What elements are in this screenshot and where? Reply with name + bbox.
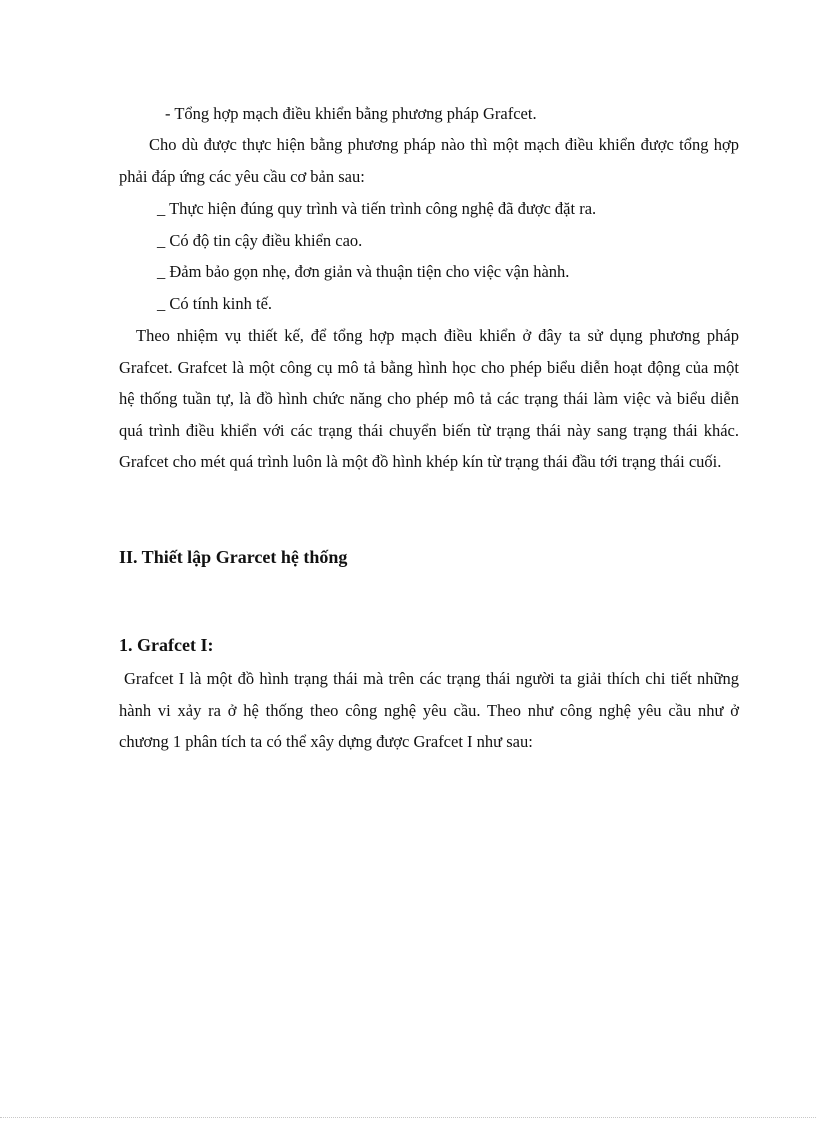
requirement-item: _ Có tính kinh tế.	[157, 294, 273, 313]
design-paragraph: Theo nhiệm vụ thiết kế, để tổng hợp mạch điều khiển ở đây ta sử dụng phương pháp Grafcet. Grafcet là một công cụ mô tả bằng hình học cho phép biểu diễn hoạt động của một hệ thống tuần tự, là đồ hình chức năng cho phép mô tả các trạng thái làm việc và biểu diễn quá trình điều khiển với các trạng thái chuyển biến từ trạng thái này sang trạng thái khác. Grafcet cho mét quá trình luôn là một đồ hình khép kín từ trạng thái đầu tới trạng thái cuối.	[119, 326, 739, 472]
intro-paragraph: Cho dù được thực hiện bằng phương pháp nào thì một mạch điều khiển được tổng hợp phải đáp ứng các yêu cầu cơ bản sau:	[119, 135, 739, 186]
subsection-heading: 1. Grafcet I:	[119, 635, 214, 655]
grafcet-paragraph: Grafcet I là một đồ hình trạng thái mà trên các trạng thái người ta giải thích chi tiết những hành vi xảy ra ở hệ thống theo công nghệ yêu cầu. Theo như công nghệ yêu cầu như ở chương 1 phân tích ta có thể xây dựng được Grafcet I như sau:	[119, 669, 739, 752]
intro-bullet: - Tổng hợp mạch điều khiển bằng phương pháp Grafcet.	[165, 104, 537, 123]
section-heading: II. Thiết lập Grarcet hệ thống	[119, 547, 348, 567]
page-bottom-divider	[0, 1117, 816, 1118]
requirement-item: _ Đảm bảo gọn nhẹ, đơn giản và thuận tiện cho việc vận hành.	[157, 262, 570, 281]
requirement-item: _ Có độ tin cậy điều khiển cao.	[157, 231, 363, 250]
requirement-item: _ Thực hiện đúng quy trình và tiến trình công nghệ đã được đặt ra.	[157, 199, 597, 218]
